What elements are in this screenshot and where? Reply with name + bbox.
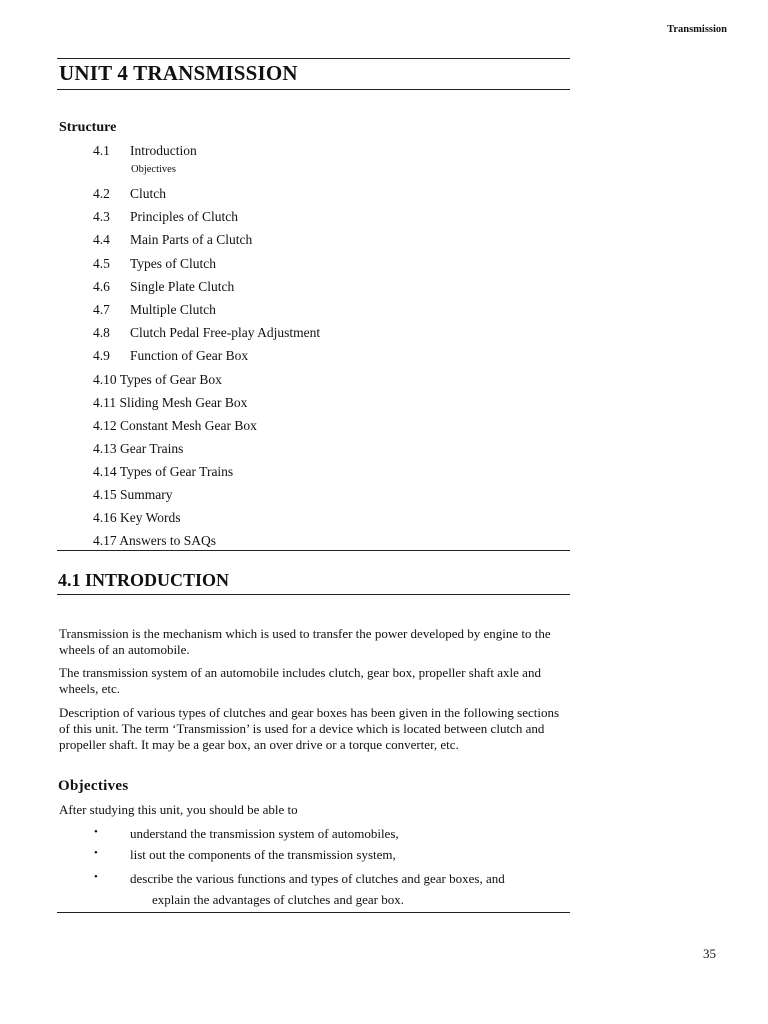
bullet-icon: • (94, 871, 98, 883)
toc-label: Gear Trains (120, 441, 184, 456)
toc-number: 4.8 (93, 325, 110, 340)
toc-label: Clutch (130, 186, 166, 201)
toc-number: 4.11 (93, 395, 117, 410)
toc-item (93, 533, 216, 549)
bottom-rule (57, 912, 570, 913)
unit-title: UNIT 4 TRANSMISSION (59, 61, 298, 85)
toc-number: 4.5 (93, 256, 110, 271)
structure-end-rule (57, 550, 570, 551)
structure-heading: Structure (59, 120, 117, 135)
objective-text: understand the transmission system of automobiles, (130, 826, 399, 841)
toc-label: Main Parts of a Clutch (130, 232, 253, 247)
toc-number: 4.12 (93, 418, 117, 433)
toc-subitem: Objectives (131, 164, 176, 175)
section-title: 4.1 INTRODUCTION (58, 570, 230, 590)
toc-number: 4.17 (93, 533, 117, 548)
title-underline (57, 89, 570, 90)
toc-label: Principles of Clutch (130, 209, 238, 224)
bullet-icon: • (94, 826, 98, 838)
objective-text: describe the various functions and types of clutches and gear boxes, and (130, 871, 505, 886)
toc-item (93, 441, 183, 457)
section-title-underline (57, 594, 570, 595)
toc-number: 4.16 (93, 510, 117, 525)
intro-paragraph: Description of various types of clutches and gear boxes has been given in the following sections of this unit. The term ‘Transmission’ is used for a device which is located between clutch and propeller shaft. It may be a gear box, an over drive or a torque converter, etc. (59, 705, 560, 752)
objectives-heading: Objectives (58, 778, 129, 794)
toc-number: 4.1 (93, 143, 110, 158)
objective-text: list out the components of the transmission system, (130, 847, 396, 862)
intro-paragraph: Transmission is the mechanism which is used to transfer the power developed by engine to the wheels of an automobile. (59, 626, 551, 657)
toc-number: 4.2 (93, 186, 110, 201)
toc-number: 4.6 (93, 279, 110, 294)
toc-number: 4.3 (93, 209, 110, 224)
toc-label: Function of Gear Box (130, 348, 249, 363)
toc-item (93, 487, 173, 503)
toc-label: Multiple Clutch (130, 302, 216, 317)
toc-number: 4.9 (93, 348, 110, 363)
page-number: 35 (703, 946, 716, 961)
toc-label: Single Plate Clutch (130, 279, 235, 294)
toc-item (93, 372, 222, 388)
toc-item (93, 464, 233, 480)
toc-number: 4.10 (93, 372, 117, 387)
toc-item (93, 395, 247, 411)
objectives-intro: After studying this unit, you should be able to (59, 802, 298, 817)
objective-continuation: explain the advantages of clutches and gear box. (152, 892, 404, 907)
toc-label: Types of Gear Trains (119, 464, 234, 479)
toc-label: Answers to SAQs (119, 533, 217, 548)
toc-label: Clutch Pedal Free-play Adjustment (130, 325, 321, 340)
toc-label: Constant Mesh Gear Box (120, 418, 257, 433)
toc-number: 4.13 (93, 441, 117, 456)
toc-number: 4.7 (93, 302, 110, 317)
toc-label: Key Words (120, 510, 181, 525)
top-rule (57, 58, 570, 59)
intro-paragraph: The transmission system of an automobile includes clutch, gear box, propeller shaft axle and wheels, etc. (59, 665, 541, 696)
toc-item (93, 510, 181, 526)
running-head: Transmission (667, 24, 727, 35)
toc-number: 4.14 (93, 464, 117, 479)
toc-label: Types of Clutch (130, 256, 217, 271)
toc-label: Introduction (130, 143, 197, 158)
bullet-icon: • (94, 847, 98, 859)
toc-label: Types of Gear Box (119, 372, 222, 387)
toc-label: Summary (120, 487, 173, 502)
toc-item (93, 418, 257, 434)
toc-number: 4.15 (93, 487, 117, 502)
toc-label: Sliding Mesh Gear Box (119, 395, 248, 410)
toc-number: 4.4 (93, 232, 110, 247)
